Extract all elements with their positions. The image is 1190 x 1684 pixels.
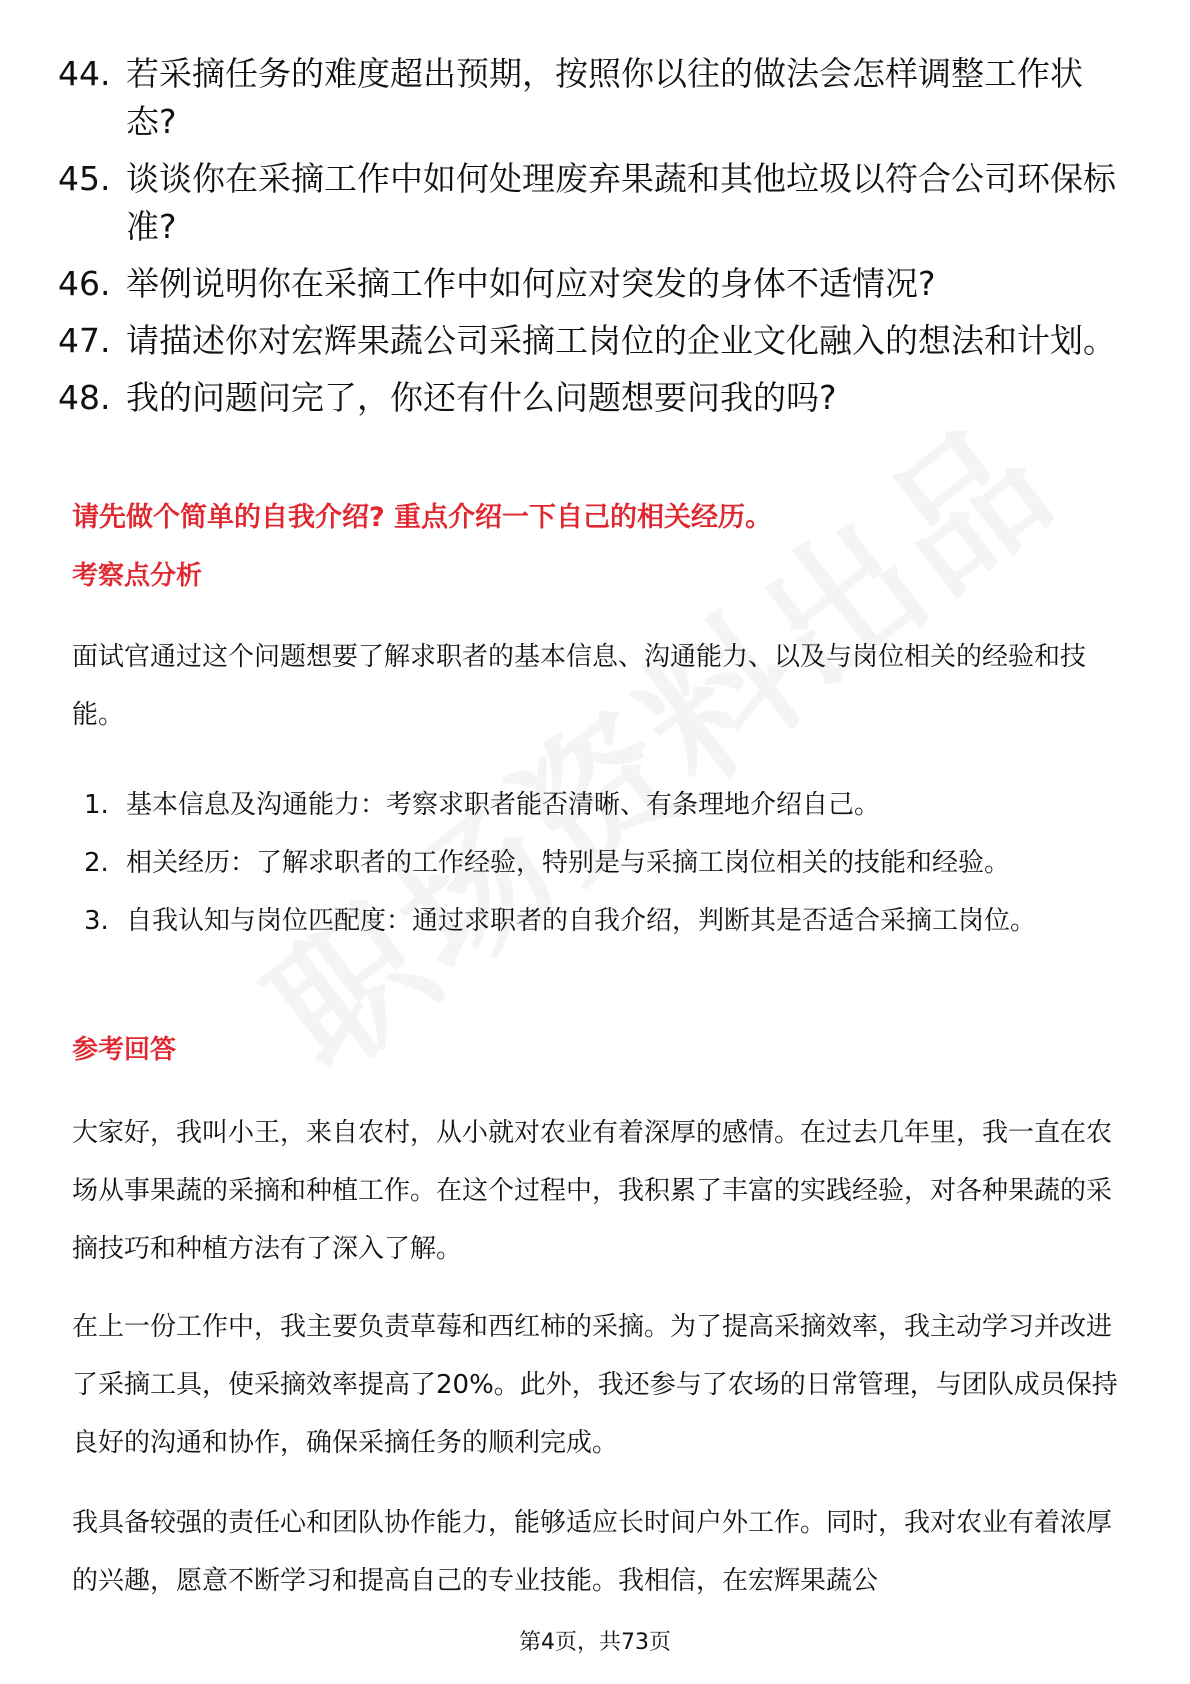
reference-paragraph: 大家好，我叫小王，来自农村，从小就对农业有着深厚的感情。在过去几年里，我一直在农场从事果蔬的采摘和种植工作。在这个过程中，我积累了丰富的实践经验，对各种果蔬的采摘技巧和种植方法有了深入了解。 (72, 1118, 1113, 1264)
analysis-points (84, 776, 1104, 950)
point-text: 自我认知与岗位匹配度：通过求职者的自我介绍，判断其是否适合采摘工岗位。 (126, 906, 1037, 936)
reference-heading: 参考回答 (72, 1035, 177, 1065)
watermark (219, 386, 1061, 1110)
list-item (58, 50, 1118, 146)
list-item (58, 260, 1118, 308)
list-item (58, 317, 1118, 365)
question-text: 谈谈你在采摘工作中如何处理废弃果蔬和其他垃圾以符合公司环保标准? (126, 159, 1116, 246)
question-number: 48. (58, 378, 111, 417)
point-number: 2. (84, 848, 109, 878)
question-text: 我的问题问完了，你还有什么问题想要问我的吗? (126, 378, 837, 417)
featured-question-title: 请先做个简单的自我介绍? 重点介绍一下自己的相关经历。 (72, 502, 773, 533)
question-text: 举例说明你在采摘工作中如何应对突发的身体不适情况? (126, 264, 936, 303)
list-item (84, 892, 1104, 950)
reference-paragraph: 我具备较强的责任心和团队协作能力，能够适应长时间户外工作。同时，我对农业有着浓厚的兴趣，愿意不断学习和提高自己的专业技能。我相信，在宏辉果蔬公 (72, 1508, 1113, 1596)
question-text: 请描述你对宏辉果蔬公司采摘工岗位的企业文化融入的想法和计划。 (126, 321, 1116, 360)
question-number: 47. (58, 321, 111, 360)
point-text: 相关经历：了解求职者的工作经验，特别是与采摘工岗位相关的技能和经验。 (126, 848, 1011, 878)
question-number: 44. (58, 54, 111, 93)
list-item (84, 834, 1104, 892)
reference-paragraph: 在上一份工作中，我主要负责草莓和西红柿的采摘。为了提高采摘效率，我主动学习并改进了采摘工具，使采摘效率提高了20%。此外，我还参与了农场的日常管理，与团队成员保持良好的沟通和协作，确保采摘任务的顺利完成。 (72, 1312, 1118, 1458)
question-text: 若采摘任务的难度超出预期，按照你以往的做法会怎样调整工作状态? (126, 54, 1083, 141)
analysis-intro: 面试官通过这个问题想要了解求职者的基本信息、沟通能力、以及与岗位相关的经验和技能。 (72, 642, 1087, 730)
point-text: 基本信息及沟通能力：考察求职者能否清晰、有条理地介绍自己。 (126, 790, 881, 820)
point-number: 3. (84, 906, 109, 936)
question-number: 46. (58, 264, 111, 303)
question-list (58, 50, 1118, 431)
list-item (58, 155, 1118, 251)
analysis-heading: 考察点分析 (72, 561, 203, 591)
question-number: 45. (58, 159, 111, 198)
list-item (84, 776, 1104, 834)
point-number: 1. (84, 790, 109, 820)
list-item (58, 374, 1118, 422)
page-footer: 第4页，共73页 (519, 1630, 671, 1655)
